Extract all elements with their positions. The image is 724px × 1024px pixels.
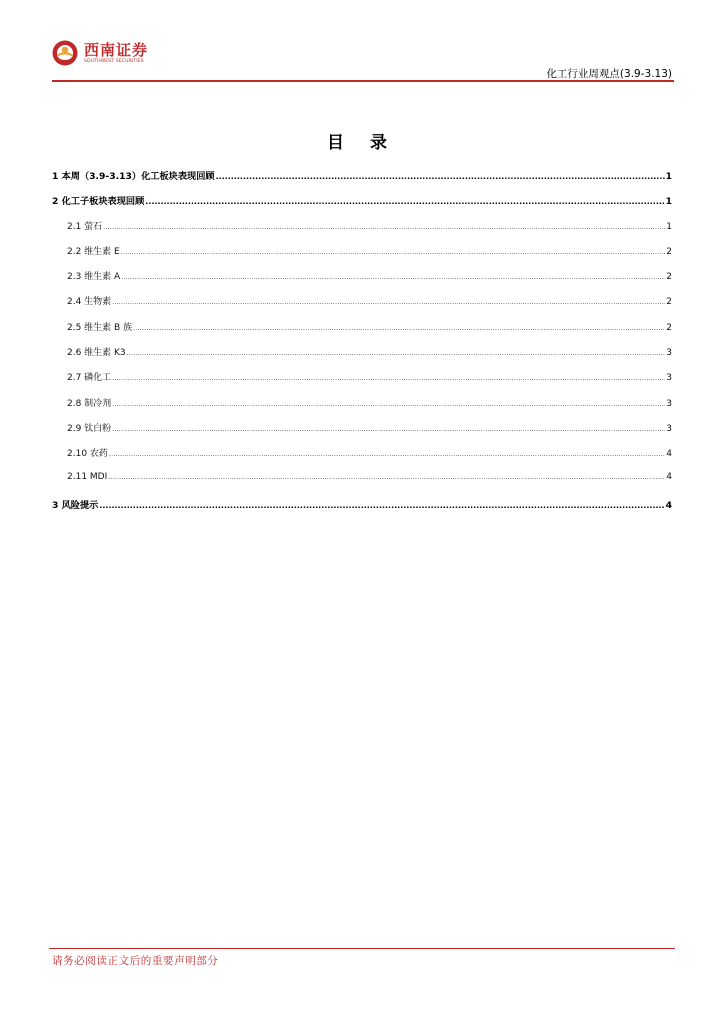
report-title: 化工行业周观点(3.9-3.13) <box>546 68 672 80</box>
company-logo-icon <box>52 40 78 66</box>
toc-entry-page: 2 <box>666 272 672 283</box>
toc-entry[interactable] <box>52 421 672 446</box>
toc-entry[interactable] <box>52 446 672 471</box>
toc-entry-page: 1 <box>666 221 672 232</box>
toc-entry-label: 2.11 MDI <box>67 471 108 482</box>
dot-leader <box>112 299 665 306</box>
dot-leader <box>112 426 665 433</box>
page-header <box>52 40 674 82</box>
toc-entry-page: 3 <box>666 348 672 359</box>
dot-leader <box>216 172 665 181</box>
company-logo <box>52 40 148 66</box>
toc-entry-page: 4 <box>666 471 672 482</box>
toc-entry-page: 2 <box>666 322 672 333</box>
dot-leader <box>112 375 665 382</box>
toc-entry[interactable] <box>52 320 672 345</box>
toc-entry-label: 2.10 农药 <box>67 449 108 460</box>
toc-entry[interactable] <box>52 396 672 421</box>
toc-entry[interactable] <box>52 244 672 269</box>
toc-entry[interactable] <box>52 497 672 522</box>
toc-entry-page: 3 <box>666 373 672 384</box>
toc-entry-page: 1 <box>665 171 672 182</box>
toc-entry-label: 2.6 维生素 K3 <box>67 348 126 359</box>
logo-chinese-name: 西南证券 <box>84 40 149 59</box>
toc-entry[interactable] <box>52 345 672 370</box>
dot-leader <box>108 474 665 481</box>
toc-entry[interactable] <box>52 370 672 395</box>
dot-leader <box>121 249 666 256</box>
toc-entry[interactable] <box>52 472 672 497</box>
toc-entry-label: 2.4 生物素 <box>67 297 112 308</box>
toc-entry[interactable] <box>52 219 672 244</box>
toc-entry-page: 2 <box>666 246 672 257</box>
toc-entry[interactable] <box>52 168 672 193</box>
toc-entry-label: 1 本周（3.9-3.13）化工板块表现回顾 <box>52 171 215 182</box>
dot-leader <box>112 401 665 408</box>
toc-entry-page: 3 <box>666 398 672 409</box>
toc-entry-page: 3 <box>666 423 672 434</box>
footer-divider <box>49 948 675 949</box>
toc-entry[interactable] <box>52 193 672 218</box>
dot-leader <box>133 325 665 332</box>
toc-entry[interactable] <box>52 294 672 319</box>
footer-disclaimer: 请务必阅读正文后的重要声明部分 <box>52 955 219 967</box>
toc-entry-label: 2.2 维生素 E <box>67 246 120 257</box>
toc-entry-page: 4 <box>665 499 672 511</box>
dot-leader <box>127 350 666 357</box>
toc-entry-label: 2.8 制冷剂 <box>67 398 112 409</box>
toc-entry-label: 2.9 钛白粉 <box>67 423 112 434</box>
toc-entry-label: 3 风险提示 <box>52 499 99 511</box>
dot-leader <box>145 197 664 206</box>
toc-entry-label: 2.7 磷化工 <box>67 373 112 384</box>
toc-entry-label: 2.3 维生素 A <box>67 272 121 283</box>
toc-entry-page: 4 <box>666 449 672 460</box>
toc-entry-page: 2 <box>666 297 672 308</box>
toc-entry-label: 2.1 萤石 <box>67 221 103 232</box>
logo-english-name: SOUTHWEST SECURITIES <box>84 58 144 64</box>
header-divider <box>52 80 674 82</box>
toc-entry-label: 2 化工子板块表现回顾 <box>52 196 145 208</box>
toc-entry[interactable] <box>52 269 672 294</box>
dot-leader <box>109 451 665 458</box>
dot-leader <box>121 274 665 281</box>
toc-heading: 目 录 <box>327 133 397 153</box>
toc-entry-page: 1 <box>665 196 672 208</box>
dot-leader <box>99 501 664 510</box>
toc-entry-label: 2.5 维生素 B 族 <box>67 322 133 333</box>
table-of-contents <box>52 168 672 522</box>
dot-leader <box>103 224 665 231</box>
